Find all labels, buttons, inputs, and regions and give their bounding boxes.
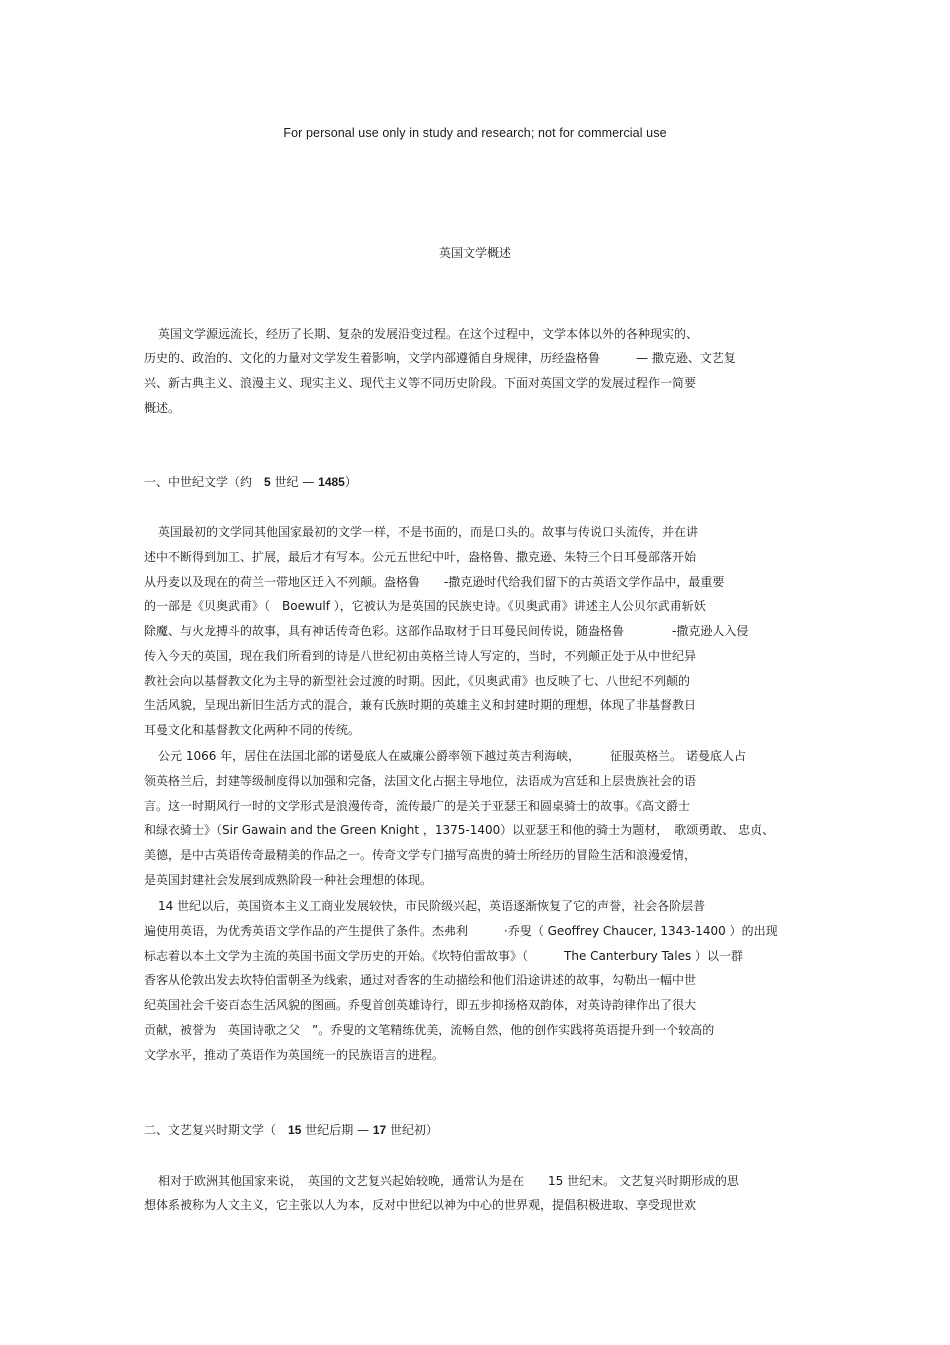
paragraph-line: 领英格兰后，封建等级制度得以加强和完备，法国文化占据主导地位，法语成为宫廷和上层贵族社会的语 [144, 774, 697, 788]
paragraph-line: 14 世纪以后，英国资本主义工商业发展较快，市民阶级兴起，英语逐渐恢复了它的声誉，社会各阶层普 [158, 899, 706, 913]
paragraph-line: 英国最初的文学同其他国家最初的文学一样，不是书面的，而是口头的。故事与传说口头流传，并在讲 [158, 525, 699, 539]
paragraph-line: 传入今天的英国，现在我们所看到的诗是八世纪初由英格兰诗人写定的，当时，不列颠正处于从中世纪异 [144, 649, 697, 663]
document-title: 英国文学概述 [438, 246, 511, 260]
paragraph-line: 遍使用英语，为优秀英语文学作品的产生提供了条件。杰弗利 ·乔叟（ Geoffrey Chaucer, 1343-1400 ）的出现 [144, 924, 778, 938]
paragraph-line: 历史的、政治的、文化的力量对文学发生着影响，文学内部遵循自身规律，历经盎格鲁 — 撒克逊、文艺复 [144, 351, 736, 365]
heading-number: 15 [288, 1123, 302, 1137]
paragraph-line: 除魔、与火龙搏斗的故事，具有神话传奇色彩。这部作品取材于日耳曼民间传说，随盎格鲁 -撒克逊人入侵 [144, 624, 749, 638]
paragraph-line: 文学水平，推动了英语作为英国统一的民族语言的进程。 [144, 1048, 445, 1062]
paragraph-line: 公元 1066 年，居住在法国北部的诺曼底人在威廉公爵率领下越过英吉利海峡， 征服英格兰。 诺曼底人占 [158, 749, 746, 763]
paragraph-line: 纪英国社会千姿百态生活风貌的图画。乔叟首创英雄诗行，即五步抑扬格双韵体，对英诗韵律作出了很大 [144, 998, 697, 1012]
paragraph-line: 和绿衣骑士》（Sir Gawain and the Green Knight ，1375-1400）以亚瑟王和他的骑士为题材， 歌颂勇敢、 忠贞、 [144, 823, 775, 837]
section-heading-medieval [144, 474, 357, 490]
section-heading-renaissance [144, 1122, 438, 1138]
paragraph-line: 想体系被称为人文主义，它主张以人为本，反对中世纪以神为中心的世界观，提倡积极进取、享受现世欢 [144, 1198, 697, 1212]
disclaimer-header: For personal use only in study and research; not for commercial use [283, 126, 667, 140]
heading-number: 1485 [318, 475, 345, 489]
paragraph-line: 的一部是《贝奥武甫》（ Boewulf ），它被认为是英国的民族史诗。《贝奥武甫》讲述主人公贝尔武甫斩妖 [144, 599, 706, 613]
heading-text: ） [344, 475, 357, 489]
paragraph-line: 香客从伦敦出发去坎特伯雷朝圣为线索，通过对香客的生动描绘和他们沿途讲述的故事，勾勒出一幅中世 [144, 973, 697, 987]
paragraph-line: 概述。 [144, 401, 181, 415]
paragraph-line: 耳曼文化和基督教文化两种不同的传统。 [144, 723, 361, 737]
heading-text: 世纪初） [386, 1123, 439, 1137]
paragraph-line: 美德，是中古英语传奇最精美的作品之一。传奇文学专门描写高贵的骑士所经历的冒险生活和浪漫爱情， [144, 848, 697, 862]
paragraph-line: 从丹麦以及现在的荷兰一带地区迁入不列颠。盎格鲁 -撒克逊时代给我们留下的古英语文学作品中，最重要 [144, 575, 725, 589]
paragraph-line: 相对于欧洲其他国家来说， 英国的文艺复兴起始较晚，通常认为是在 15 世纪末。 文艺复兴时期形成的思 [158, 1174, 739, 1188]
paragraph-line: 是英国封建社会发展到成熟阶段一种社会理想的体现。 [144, 873, 433, 887]
heading-text: 世纪后期 — [301, 1123, 373, 1137]
paragraph-line: 述中不断得到加工、扩展，最后才有写本。公元五世纪中叶，盎格鲁、撒克逊、朱特三个日耳曼部落开始 [144, 550, 697, 564]
paragraph-line: 教社会向以基督教文化为主导的新型社会过渡的时期。因此，《贝奥武甫》也反映了七、八世纪不列颠的 [144, 674, 691, 688]
paragraph-line: 贡献，被誉为 英国诗歌之父 ”。乔叟的文笔精练优美，流畅自然，他的创作实践将英语提升到一个较高的 [144, 1023, 715, 1037]
paragraph-line: 标志着以本土文学为主流的英国书面文学历史的开始。《坎特伯雷故事》（ The Canterbury Tales ）以一群 [144, 949, 744, 963]
heading-text: 一、中世纪文学（约 [144, 475, 265, 489]
heading-number: 5 [264, 475, 271, 489]
heading-text: 世纪 — [270, 475, 319, 489]
heading-number: 17 [372, 1123, 387, 1137]
heading-text: 二、文艺复兴时期文学（ [144, 1123, 289, 1137]
paragraph-line: 生活风貌，呈现出新旧生活方式的混合，兼有氏族时期的英雄主义和封建时期的理想，体现了非基督教日 [144, 698, 697, 712]
paragraph-line: 英国文学源远流长，经历了长期、复杂的发展沿变过程。在这个过程中，文学本体以外的各种现实的、 [158, 327, 699, 341]
paragraph-line: 言。这一时期风行一时的文学形式是浪漫传奇，流传最广的是关于亚瑟王和圆桌骑士的故事。《高文爵士 [144, 799, 691, 813]
paragraph-line: 兴、新古典主义、浪漫主义、现实主义、现代主义等不同历史阶段。下面对英国文学的发展过程作一简要 [144, 376, 697, 390]
